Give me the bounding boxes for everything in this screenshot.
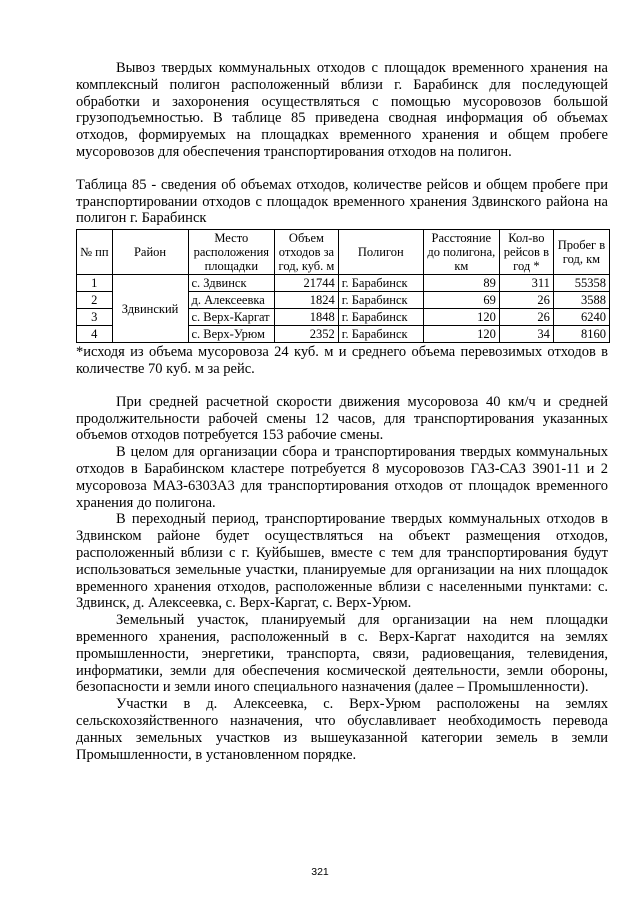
table-caption: Таблица 85 - сведения об объемах отходов, количестве рейсов и общем пробеге при транспортировании отходов с площадок временного хранения Здвинского района на полигон г. Барабинск — [76, 176, 608, 227]
cell-site: с. Верх-Каргат — [188, 309, 275, 326]
paragraph-fleet: В целом для организации сбора и транспортирования твердых коммунальных отходов в Барабинском кластере потребуется 8 мусоровозов ГАЗ-САЗ 3901-11 и 2 мусоровоза МАЗ-6303А3 для транспортирования отходов от площадок временного хранения до полигона. — [76, 444, 608, 511]
cell-num: 1 — [77, 275, 113, 292]
header-district: Район — [112, 230, 188, 275]
header-volume: Объем отходов за год, куб. м — [275, 230, 339, 275]
cell-volume: 1848 — [275, 309, 339, 326]
cell-mileage: 8160 — [553, 326, 609, 343]
paragraph-land-plot: Земельный участок, планируемый для организации на нем площадки временного хранения, расположенный в с. Верх-Каргат находится на землях промышленности, энергетики, транспорта, связи, радиовещания, телевидения, информатики, земли для обеспечения космической деятельности, земли обороны, безопасности и земли иного специального назначения (далее – Промышленности). — [76, 612, 608, 696]
paragraph-agricultural: Участки в д. Алексеевка, с. Верх-Урюм расположены на землях сельскохозяйственного назначения, что обуславливает необходимость перевода данных земельных участков из вышеуказанной категории земель в земли Промышленности, в установленном порядке. — [76, 696, 608, 763]
cell-num: 3 — [77, 309, 113, 326]
cell-mileage: 6240 — [553, 309, 609, 326]
paragraph-transition: В переходный период, транспортирование твердых коммунальных отходов в Здвинском районе будет осуществляться на объект размещения отходов, расположенный вблизи с г. Куйбышев, вместе с тем для транспортирования будут использоваться земельные участки, планируемые для организации на них площадок временного хранения отходов, расположенные вблизи с населенными пунктами: с. Здвинск, д. Алексеевка, с. Верх-Каргат, с. Верх-Урюм. — [76, 511, 608, 612]
table-header-row — [77, 230, 610, 275]
cell-distance: 69 — [423, 292, 499, 309]
header-trips: Кол-во рейсов в год * — [499, 230, 553, 275]
paragraph-intro: Вывоз твердых коммунальных отходов с площадок временного хранения на комплексный полигон расположенный вблизи г. Барабинск для последующей обработки и захоронения осуществляться с помощью мусоровозов большой грузоподъемностью. В таблице 85 приведена сводная информация об объемах отходов, формируемых на площадках временного хранения и общем пробеге мусоровозов для обеспечения транспортирования отходов на полигон. — [76, 60, 608, 160]
cell-distance: 120 — [423, 326, 499, 343]
cell-landfill: г. Барабинск — [338, 275, 423, 292]
cell-landfill: г. Барабинск — [338, 326, 423, 343]
cell-trips: 26 — [499, 292, 553, 309]
cell-landfill: г. Барабинск — [338, 292, 423, 309]
cell-district: Здвинский — [112, 275, 188, 343]
cell-trips: 26 — [499, 309, 553, 326]
cell-distance: 120 — [423, 309, 499, 326]
cell-site: с. Здвинск — [188, 275, 275, 292]
cell-volume: 2352 — [275, 326, 339, 343]
waste-table — [76, 229, 610, 343]
cell-landfill: г. Барабинск — [338, 309, 423, 326]
cell-num: 4 — [77, 326, 113, 343]
header-landfill: Полигон — [338, 230, 423, 275]
table-row — [77, 275, 610, 292]
header-distance: Расстояние до полигона, км — [423, 230, 499, 275]
table-footnote: *исходя из объема мусоровоза 24 куб. м и среднего объема перевозимых отходов в количестве 70 куб. м за рейс. — [76, 344, 608, 377]
header-site: Место расположения площадки — [188, 230, 275, 275]
cell-site: с. Верх-Урюм — [188, 326, 275, 343]
paragraph-speed: При средней расчетной скорости движения мусоровоза 40 км/ч и средней продолжительности рабочей смены 12 часов, для транспортирования указанных объемов отходов потребуется 153 рабочие смены. — [76, 393, 608, 444]
cell-volume: 1824 — [275, 292, 339, 309]
document-page — [76, 60, 608, 763]
cell-volume: 21744 — [275, 275, 339, 292]
cell-distance: 89 — [423, 275, 499, 292]
cell-trips: 34 — [499, 326, 553, 343]
cell-mileage: 3588 — [553, 292, 609, 309]
header-num: № пп — [77, 230, 113, 275]
cell-mileage: 55358 — [553, 275, 609, 292]
page-number: 321 — [311, 866, 329, 878]
cell-num: 2 — [77, 292, 113, 309]
cell-trips: 311 — [499, 275, 553, 292]
cell-site: д. Алексеевка — [188, 292, 275, 309]
header-mileage: Пробег в год, км — [553, 230, 609, 275]
